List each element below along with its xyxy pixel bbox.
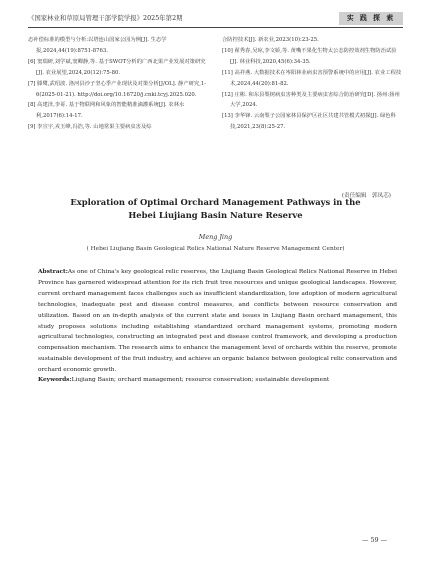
author-name: Meng Jing — [198, 233, 233, 241]
journal-title: 《国家林业和草原局管理干部学院学报》2025年第2期 — [28, 14, 183, 22]
abstract-text: As one of China's key geological relic reserves, the Liujiang Basin Geological Relics National Reserve in Hebei Province has garnered widespread attention for its rich fruit tree resources and unique geological landscapes. However, current orchard management faces challenges such as insufficient standardization, low adoption of modern agricultural technologies, inadequate pest and disease control measures, and conflicts between resource conservation and utilization. Based on an in-depth analysis of the current state and issues in Liujiang Basin orchard management, this study proposes solutions including establishing standardized orchard management systems, promoting modern agricultural technologies, constructing an integrated pest and disease control framework, and developing a production compensation mechanism. The research aims to enhance the management level of orchards within the reserve, promote sustainable development of the fruit industry, and achieve an organic balance between geological relic conservation and orchard economic growth. — [38, 269, 397, 374]
english-title-line: Exploration of Optimal Orchard Management Pathways in the — [70, 197, 361, 207]
section-badge: 实 践 探 索 — [339, 12, 403, 25]
reference-item: [12] 庄彬. 和东县梨树病虫害种类及主要病虫害综合防治研究[D]. 扬州:扬州大学,2024. — [222, 91, 400, 109]
reference-item: [7] 滕鹭,武绍波. 洛河县沙子坚心季产业现状及对策分析[J/OL]. 静产研究,1-6(2025-01-21). http://doi.org/10.16720/j.cnki.tcyj.2025.020. — [28, 80, 207, 98]
english-title-line: Hebei Liujiang Basin Nature Reserve — [128, 209, 303, 220]
abstract-label: Abstract: — [38, 269, 68, 275]
reference-item: [13] 李华锋. 云南梨子公园家林县保护区社区共建共管模式初探[J]. 绿色科技,2021,23(8):25-27. — [222, 113, 396, 131]
author-affiliation: ( Hebei Liujiang Basin Geological Relics National Nature Reserve Management Center) — [86, 246, 345, 252]
keywords-text: Liujiang Basin; orchard management; resource conservation; sustainable development — [71, 377, 330, 383]
reference-item: [10] 翟秀春,吴琼,李文娇,等. 黄嘴不果化生物太公态防控效剂生物防治试验[J]. 林业科技,2020,45(6):34-35. — [222, 47, 397, 65]
reference-list — [28, 35, 403, 199]
reference-item: 态补偿标准的模型与分析:以塔连山国家公园为例[J]. 生态学报,2024,44(19):8751-8763. — [28, 37, 167, 54]
reference-item: [11] 高祥燕. 大数据技术在岑阳林业病虫害预警系统中的应用[J]. 农业工程技术,2024,44(20):81-82. — [222, 69, 402, 87]
reference-item: 合防控技术[J]. 新农业,2023(10):23-25. — [222, 37, 319, 43]
keywords-label: Keywords: — [38, 377, 72, 383]
reference-item: [9] 李宣宇,戎玉峰,冯浩,等. 山地常果主要病虫害及综 — [28, 124, 152, 131]
running-header — [28, 12, 403, 26]
reference-item: [6] 窦瑞研,刘学斌,窦卿静,等. 基于SWOT分析的广西北果产业发展对策研究[J]. 农业展望,2024,20(12):75-80. — [28, 58, 206, 76]
header-divider — [28, 27, 403, 28]
english-title — [28, 196, 403, 221]
english-abstract — [38, 267, 397, 376]
responsible-editor: (责任编辑 郭凤芯) — [341, 193, 391, 199]
reference-column-right — [222, 35, 402, 133]
page-number: — 59 — — [362, 536, 387, 544]
reference-column-left — [28, 35, 208, 133]
english-keywords — [38, 375, 397, 386]
reference-item: [8] 高建泽,李哥. 基于物联网和风象的智能精准滴灌系统[J]. 农林水利,2017(6):14-17. — [28, 102, 185, 120]
